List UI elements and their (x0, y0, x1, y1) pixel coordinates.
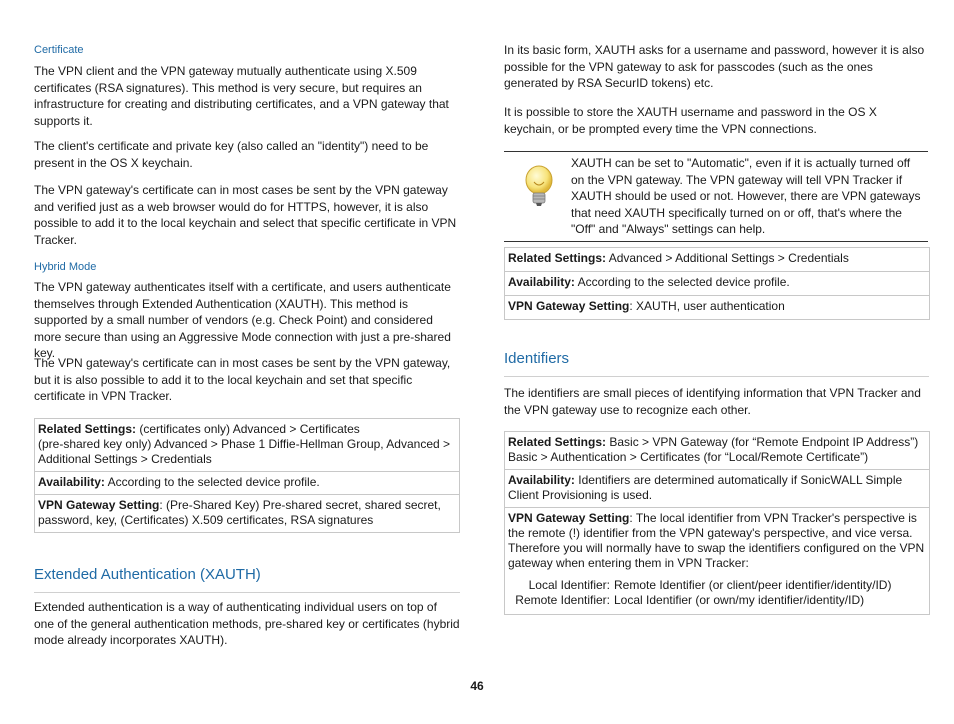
identifiers-settings-table (504, 431, 930, 615)
identifiers-heading-divider (504, 376, 929, 377)
availability-label: Availability: (508, 275, 575, 289)
availability-row (505, 470, 929, 508)
xauth-paragraph-2: In its basic form, XAUTH asks for a username and password, however it is also possible for the VPN gateway to ask for passcodes (such as the ones generated by RSA SecurID tokens) etc. (504, 43, 925, 90)
availability-value: According to the selected device profile. (574, 275, 790, 289)
local-identifier-line (508, 578, 925, 593)
availability-row (35, 472, 459, 495)
related-settings-line1: (certificates only) Advanced > Certificates (136, 422, 360, 436)
tip-text: XAUTH can be set to "Automatic", even if it is actually turned off on the VPN gateway. The VPN gateway will tell VPN Tracker if XAUTH should be used or not. However, there are VPN gateways that need XAUTH specifically turned on or off, that's where the "Off" and "Always" settings can help. (571, 156, 921, 236)
availability-label: Availability: (38, 475, 105, 489)
tip-box (504, 151, 928, 242)
remote-identifier-line (508, 593, 925, 608)
xauth-paragraph-3: It is possible to store the XAUTH username and password in the OS X keychain, or be prompted every time the VPN connections. (504, 105, 877, 136)
vpn-gateway-setting-row (35, 495, 459, 532)
lightbulb-icon (522, 164, 556, 208)
related-settings-label: Related Settings: (508, 435, 607, 449)
vpn-gateway-setting-label: VPN Gateway Setting (508, 511, 630, 525)
hybrid-paragraph-2: The VPN gateway's certificate can in most cases be sent by the VPN gateway, but it is also possible to add it to the local keychain and set that specific certificate in VPN Tracker. (34, 356, 451, 403)
vpn-gateway-setting-value: : The local identifier from VPN Tracker's perspective is the remote (!) identifier from the VPN gateway's perspective, and vice versa. Therefore you will normally have to swap the identifiers configured on the VPN gateway when entering them in VPN Tracker: (508, 511, 925, 570)
related-settings-value: Advanced > Additional Settings > Credentials (606, 251, 849, 265)
availability-label: Availability: (508, 473, 575, 487)
left-settings-table (34, 418, 460, 533)
local-identifier-label: Local Identifier: (528, 578, 610, 592)
vpn-gateway-setting-row (505, 508, 929, 614)
availability-value: According to the selected device profile. (104, 475, 320, 489)
related-settings-row (35, 419, 459, 472)
vpn-gateway-setting-label: VPN Gateway Setting (508, 299, 630, 313)
xauth-paragraph-1: Extended authentication is a way of authenticating individual users on top of one of the general authentication methods, pre-shared key or certificates (hybrid mode already incorporates XAUTH). (34, 600, 460, 647)
cert-paragraph-3: The VPN gateway's certificate can in most cases be sent by the VPN gateway and verified just as a web browser would do for HTTPS, however, it is also possible to add it to the local keychain and select that specific certificate in VPN Tracker. (34, 183, 457, 247)
identifiers-paragraph: The identifiers are small pieces of identifying information that VPN Tracker and the VPN gateway use to recognize each other. (504, 386, 921, 417)
vpn-gateway-setting-value: : (Pre-Shared Key) Pre-shared secret, shared secret, password, key, (Certificates) X.509 certificates, RSA signatures (38, 498, 441, 527)
cert-paragraph-2: The client's certificate and private key (also called an "identity") need to be present in the OS X keychain. (34, 139, 429, 170)
cert-paragraph-1: The VPN client and the VPN gateway mutually authenticate using X.509 certificates (RSA signatures). This method is very secure, but requires an infrastructure for creating and distributing certificates, and a VPN gateway that supports it. (34, 64, 449, 128)
xauth-heading-divider (34, 592, 460, 593)
availability-row (505, 272, 929, 296)
related-settings-row (505, 432, 929, 470)
hybrid-mode-heading: Hybrid Mode (34, 261, 97, 273)
related-settings-value: Basic > VPN Gateway (for “Remote Endpoint IP Address”) Basic > Authentication > Certificates (for “Local/Remote Certificate”) (508, 435, 919, 464)
certificate-heading: Certificate (34, 44, 84, 56)
remote-identifier-value: Local Identifier (or own/my identifier/identity/ID) (614, 593, 865, 607)
xauth-settings-table (504, 247, 930, 320)
related-settings-label: Related Settings: (38, 422, 137, 436)
local-identifier-value: Remote Identifier (or client/peer identifier/identity/ID) (614, 578, 892, 592)
vpn-gateway-setting-value: : XAUTH, user authentication (629, 299, 785, 313)
vpn-gateway-setting-row (505, 296, 929, 319)
hybrid-paragraph-1: The VPN gateway authenticates itself with a certificate, and users authenticate themselves through Extended Authentication (XAUTH). This method is supported by a small number of vendors (e.g. Check Point) and considered more secure than using an Aggressive Mode connection with just a pre-shared key. (34, 280, 451, 360)
related-settings-line2: (pre-shared key only) Advanced > Phase 1 Diffie-Hellman Group, Advanced > Additional Settings > Credentials (38, 437, 451, 466)
remote-identifier-label: Remote Identifier: (515, 593, 610, 607)
vpn-gateway-setting-label: VPN Gateway Setting (38, 498, 160, 512)
page-number: 46 (470, 679, 484, 693)
related-settings-row (505, 248, 929, 272)
identifiers-heading: Identifiers (504, 350, 570, 367)
xauth-heading: Extended Authentication (XAUTH) (34, 566, 261, 583)
availability-value: Identifiers are determined automatically if SonicWALL Simple Client Provisioning is used. (508, 473, 903, 502)
related-settings-label: Related Settings: (508, 251, 607, 265)
